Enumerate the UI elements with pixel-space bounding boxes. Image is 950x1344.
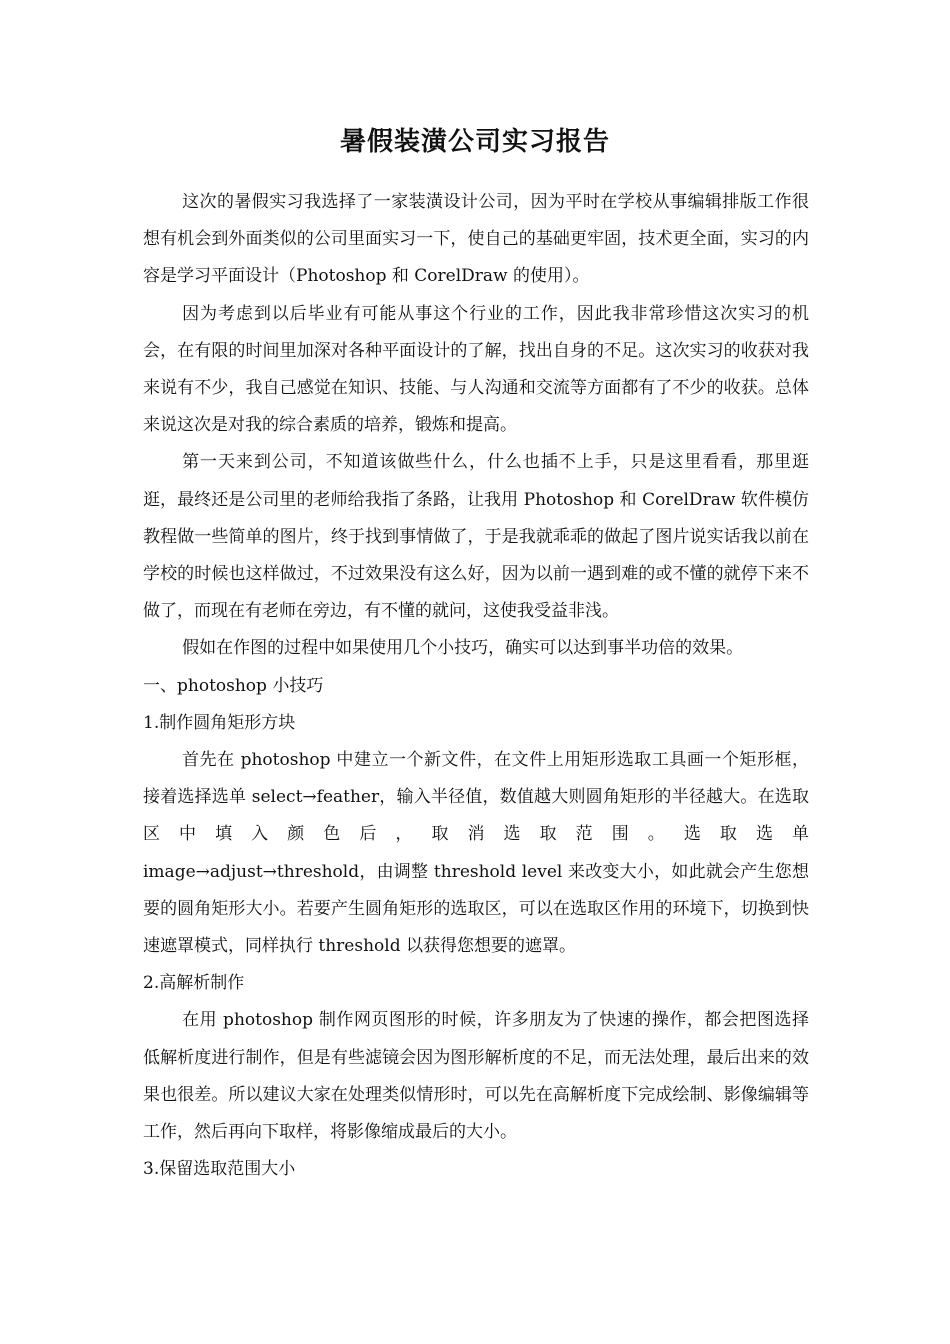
paragraph-first-day: 第一天来到公司，不知道该做些什么，什么也插不上手，只是这里看看，那里逛逛，最终还是公司里的老师给我指了条路，让我用 Photoshop 和 CorelDraw 软件模仿教程做一些简单的图片，终于找到事情做了，于是我就乖乖的做起了图片说实话我以前在学校的时候也这样做过，不过效果没有这么好，因为以前一遇到难的或不懂的就停下来不做了，而现在有老师在旁边，有不懂的就问，这使我受益非浅。 [143,452,809,622]
section-heading-photoshop-tips: 一、photoshop 小技巧 [143,675,324,696]
paragraph-intro: 这次的暑假实习我选择了一家装潢设计公司，因为平时在学校从事编辑排版工作很想有机会到外面类似的公司里面实习一下，使自己的基础更牢固，技术更全面，实习的内容是学习平面设计（Photoshop 和 CorelDraw 的使用）。 [143,192,809,287]
document-body [143,184,809,1188]
tip-body-rounded-rectangle-cont: image→adjust→threshold，由调整 threshold level 来改变大小，如此就会产生您想要的圆角矩形大小。若要产生圆角矩形的选取区，可以在选取区作用的环境下，切换到快速遮罩模式，同样执行 threshold 以获得您想要的遮罩。 [143,861,809,957]
document-title: 暑假装潢公司实习报告 [339,127,610,157]
tip-body-rounded-rectangle: 首先在 photoshop 中建立一个新文件，在文件上用矩形选取工具画一个矩形框，接着选择选单 select→feather，输入半径值，数值越大则圆角矩形的半径越大。在选取区中填入颜色后，取消选取范围。选取选单 [143,750,809,845]
paragraph-tips-intro: 假如在作图的过程中如果使用几个小技巧，确实可以达到事半功倍的效果。 [182,638,744,659]
tip-body-high-resolution: 在用 photoshop 制作网页图形的时候，许多朋友为了快速的操作，都会把图选择低解析度进行制作，但是有些滤镜会因为图形解析度的不足，而无法处理，最后出来的效果也很差。所以建议大家在处理类似情形时，可以先在高解析度下完成绘制、影像编辑等工作，然后再向下取样，将影像缩成最后的大小。 [143,1010,809,1143]
tip-heading-rounded-rectangle: 1.制作圆角矩形方块 [143,712,296,733]
tip-heading-keep-selection: 3.保留选取范围大小 [143,1159,296,1180]
paragraph-motivation: 因为考虑到以后毕业有可能从事这个行业的工作，因此我非常珍惜这次实习的机会，在有限的时间里加深对各种平面设计的了解，找出自身的不足。这次实习的收获对我来说有不少，我自己感觉在知识、技能、与人沟通和交流等方面都有了不少的收获。总体来说这次是对我的综合素质的培养，锻炼和提高。 [143,303,809,436]
tip-heading-high-resolution: 2.高解析制作 [143,973,245,994]
